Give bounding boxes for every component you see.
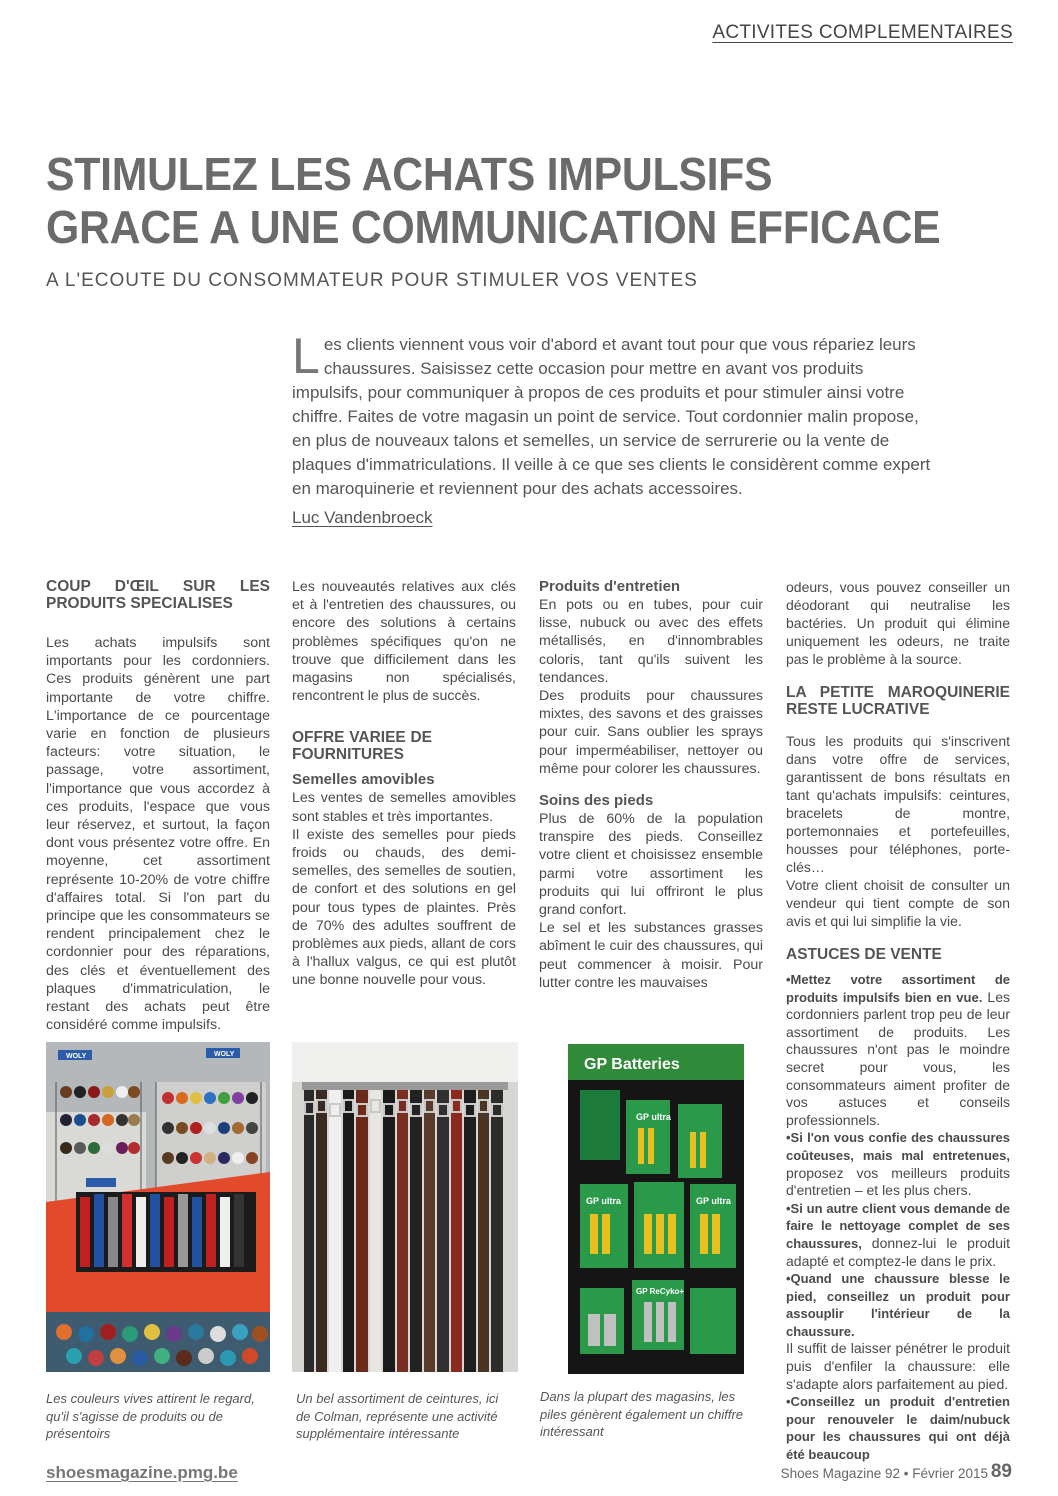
subheading: Produits d'entretien xyxy=(539,578,681,595)
battery-pack-label: GP ultra xyxy=(696,1196,731,1206)
photo-caption-1: Les couleurs vives attirent le regard, qu'il s'agisse de produits ou de présentoirs xyxy=(46,1391,255,1441)
body-text: Des produits pour chaussures mixtes, des savons et des graisses pour cuir. Sans oublier les sprays pour imperméabiliser, nettoyer ou même pour colorer les chaussures. xyxy=(539,688,763,777)
tip-1: •Mettez votre assortiment de produits impulsifs bien en vue. Les cordonniers parlent trop peu de leur assortiment de produits. Les chaussures n'ont pas le moindre secret pour vous, les consommateurs aiment profiter de vos astuces et conseils professionnels. xyxy=(786,972,1010,1128)
intro-text: es clients viennent vous voir d'abord et avant tout pour que vous répariez leurs chaussures. Saisissez cette occasion pour mettre en avant vos produits impulsifs, pour communiquer à propos de ces produits et pour stimuler ainsi votre chiffre. Faites de votre magasin un point de service. Tout cordonnier malin propose, en plus de nouveaux talons et semelles, un service de serrurerie ou la vente de plaques d'immatriculations. Il veille à ce que ses clients le considèrent comme expert en maroquinerie et reviennent pour des achats accessoires. xyxy=(292,335,931,498)
subtitle: A L'ECOUTE DU CONSOMMATEUR POUR STIMULER VOS VENTES xyxy=(46,270,698,291)
body-text: Tous les produits qui s'inscrivent dans votre offre de services, garantissent de bons résultats en tant qu'achats impulsifs: ceintures, bracelets de montre, portemonnaies et portefeuilles, housses pour téléphones, porte-clés… xyxy=(786,733,1010,875)
section-heading: OFFRE VARIEE DE FOURNITURES xyxy=(292,729,432,764)
brand-sign-text: WOLY xyxy=(66,1053,87,1060)
shoe-care-display-image xyxy=(46,1042,270,1372)
tip-2: •Si l'on vous confie des chaussures coûteuses, mais mal entretenues, proposez vos meilleurs produits d'entretien – et les plus chers. xyxy=(786,1130,1010,1199)
subheading: Semelles amovibles xyxy=(292,771,435,789)
section-heading: LA PETITE MAROQUINERIE RESTE LUCRATIVE xyxy=(786,684,1010,718)
belts-image xyxy=(292,1042,518,1372)
tip-4: •Quand une chaussure blesse le pied, conseillez un produit pour assouplir l'intérieur de la chaussure. xyxy=(786,1271,1010,1339)
battery-pack-label-recyko: GP ReCyko+ xyxy=(636,1287,685,1296)
section-heading: COUP D'ŒIL SUR LES PRODUITS SPECIALISES xyxy=(46,578,270,612)
section-heading: ASTUCES DE VENTE xyxy=(786,946,942,963)
headline xyxy=(46,148,957,254)
battery-pack-label: GP ultra xyxy=(636,1112,671,1122)
intro-paragraph xyxy=(292,328,932,501)
batteries-brand-text: GP Batteries xyxy=(584,1056,680,1073)
footer-publication: Shoes Magazine 92 • Février 2015 xyxy=(780,1466,988,1481)
body-text: Il existe des semelles pour pieds froids ou chauds, des demi-semelles, des semelles de soutien, de confort et des solutions en gel pour tous types de plaintes. Près de 70% des adultes souffrent de problèmes aux pieds, allant de cors à l'hallux valgus, ce qui est plutôt une bonne nouvelle pour vous. xyxy=(292,826,516,989)
body-text: odeurs, vous pouvez conseiller un déodorant qui neutralise les bactéries. Un produit qui élimine uniquement les odeurs, ne traite pas le problème à la source. xyxy=(786,579,1010,667)
brand-sign-text: WOLY xyxy=(214,1051,235,1058)
battery-pack-label: GP ultra xyxy=(586,1196,621,1206)
column-1 xyxy=(46,578,270,1034)
photo-shoe-care-display xyxy=(46,1042,270,1372)
column-4 xyxy=(786,578,1010,1464)
headline-line-2: GRACE A UNE COMMUNICATION EFFICACE xyxy=(46,201,941,253)
body-text: Les ventes de semelles amovibles sont stables et très importantes. xyxy=(292,790,516,825)
footer-website: shoesmagazine.pmg.be xyxy=(46,1463,238,1482)
photo-caption-3: Dans la plupart des magasins, les piles génèrent également un chiffre intéressant xyxy=(540,1389,744,1439)
photo-batteries xyxy=(560,1044,750,1374)
tip-3: •Si un autre client vous demande de faire le nettoyage complet de ses chaussures, donnez-lui le produit adapté et comptez-le dans le prix. xyxy=(786,1200,1010,1269)
author-byline: Luc Vandenbroeck xyxy=(292,508,433,527)
body-text: Le sel et les substances grasses abîment le cuir des chaussures, qui peut commencer à moisir. Pour lutter contre les mauvaises xyxy=(539,920,763,991)
batteries-image xyxy=(560,1044,750,1374)
subheading: Soins des pieds xyxy=(539,792,654,810)
body-text: Plus de 60% de la population transpire des pieds. Conseillez votre client et choisissez ensemble parmi votre assortiment les produits qui lui offriront le plus grand confort. xyxy=(539,811,763,919)
photo-caption-2: Un bel assortiment de ceintures, ici de Colman, représente une activité supplémentaire intéressante xyxy=(296,1391,499,1441)
page-number: 89 xyxy=(990,1461,1012,1482)
tip-5: •Conseillez un produit d'entretien pour renouveler le daim/nubuck pour les chaussures qui ont déjà été beaucoup xyxy=(786,1394,1010,1463)
body-text: Les nouveautés relatives aux clés et à l'entretien des chaussures, ou encore des solutions à certains problèmes spécifiques qu'on ne trouve que difficilement dans les magasins non spécialisés, rencontrent le plus de succès. xyxy=(292,579,516,705)
body-text: Votre client choisit de consulter un vendeur qui tient compte de son avis et qui lui simplifie la vie. xyxy=(786,877,1010,929)
column-3 xyxy=(539,578,763,992)
headline-line-1: STIMULEZ LES ACHATS IMPULSIFS xyxy=(46,148,773,200)
tip-4-text: Il suffit de laisser pénétrer le produit puis d'enfiler la chaussure: elle s'adapte alors parfaitement au pied. xyxy=(786,1340,1010,1392)
drop-cap: L xyxy=(292,328,320,384)
body-text: Les achats impulsifs sont importants pour les cordonniers. Ces produits génèrent une part importante de votre chiffre. L'importance de ce pourcentage varie en fonction de plusieurs facteurs: votre situation, le passage, votre assortiment, l'importance que vous accordez à ces produits, l'espace que vous leur réservez, et surtout, la façon dont vous présentez votre offre. En moyenne, cet assortiment représente 10-20% de votre chiffre d'affaires total. Si l'on part du principe que les consommateurs se rendent principalement chez le cordonnier pour des réparations, des clés et éventuellement des plaques d'immatriculation, le restant des achats peut être considéré comme impulsifs. xyxy=(46,635,270,1034)
section-label: ACTIVITES COMPLEMENTAIRES xyxy=(712,22,1013,43)
body-text: En pots ou en tubes, pour cuir lisse, nubuck ou avec des effets métallisés, en d'innombrables coloris, tant qu'ils suivent les tendances. xyxy=(539,597,763,686)
photo-belts xyxy=(292,1042,518,1372)
column-2 xyxy=(292,578,516,990)
